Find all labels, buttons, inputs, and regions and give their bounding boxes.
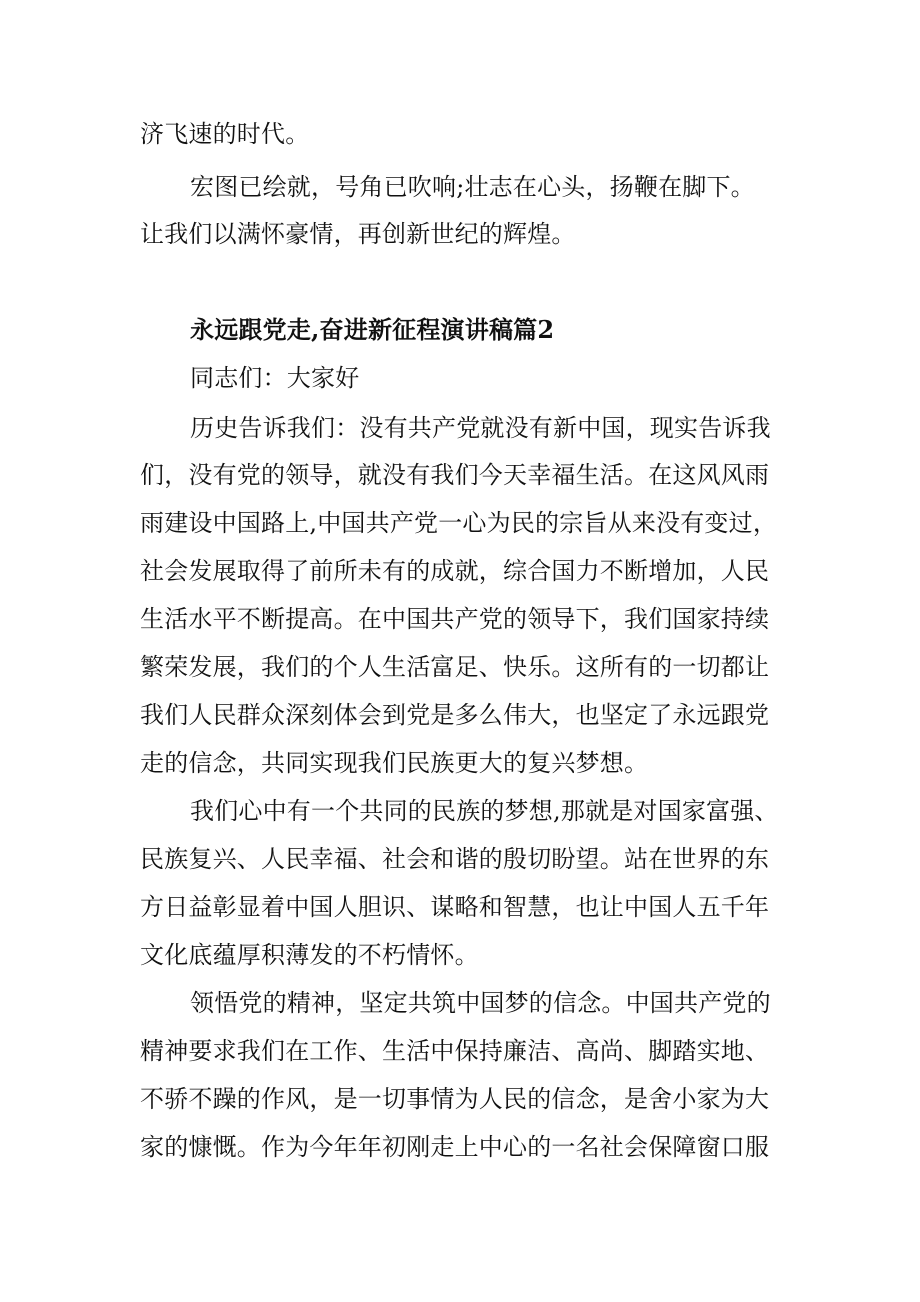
paragraph-line: 雨建设中国路上,中国共产党一心为民的宗旨从来没有变过， bbox=[140, 509, 778, 537]
paragraph-line: 领悟党的精神，坚定共筑中国梦的信念。中国共产党的 bbox=[190, 989, 771, 1017]
paragraph-line: 民族复兴、人民幸福、社会和谐的殷切盼望。站在世界的东 bbox=[140, 845, 770, 873]
paragraph-line: 文化底蕴厚积薄发的不朽情怀。 bbox=[140, 941, 479, 969]
paragraph-line: 济飞速的时代。 bbox=[140, 120, 310, 148]
paragraph-line: 我们人民群众深刻体会到党是多么伟大，也坚定了永远跟党 bbox=[140, 701, 770, 729]
paragraph-line: 繁荣发展，我们的个人生活富足、快乐。这所有的一切都让 bbox=[140, 653, 770, 681]
paragraph-line: 生活水平不断提高。在中国共产党的领导下，我们国家持续 bbox=[140, 605, 770, 633]
paragraph-line: 家的慷慨。作为今年年初刚走上中心的一名社会保障窗口服 bbox=[140, 1133, 770, 1161]
section-title: 永远跟党走,奋进新征程演讲稿篇2 bbox=[190, 315, 555, 344]
paragraph-line: 不骄不躁的作风，是一切事情为人民的信念，是舍小家为大 bbox=[140, 1085, 770, 1113]
paragraph-line: 我们心中有一个共同的民族的梦想,那就是对国家富强、 bbox=[190, 797, 779, 825]
paragraph-line: 走的信念，共同实现我们民族更大的复兴梦想。 bbox=[140, 749, 649, 777]
paragraph-line: 让我们以满怀豪情，再创新世纪的辉煌。 bbox=[140, 220, 576, 248]
paragraph-line: 精神要求我们在工作、生活中保持廉洁、高尚、脚踏实地、 bbox=[140, 1037, 770, 1065]
greeting-line: 同志们：大家好 bbox=[190, 364, 360, 392]
paragraph-line: 历史告诉我们：没有共产党就没有新中国，现实告诉我 bbox=[190, 414, 771, 442]
paragraph-line: 们，没有党的领导，就没有我们今天幸福生活。在这风风雨 bbox=[140, 461, 770, 489]
paragraph-line: 社会发展取得了前所未有的成就，综合国力不断增加，人民 bbox=[140, 557, 770, 585]
paragraph-line: 宏图已绘就，号角已吹响;壮志在心头，扬鞭在脚下。 bbox=[190, 173, 755, 201]
paragraph-line: 方日益彰显着中国人胆识、谋略和智慧，也让中国人五千年 bbox=[140, 893, 770, 921]
